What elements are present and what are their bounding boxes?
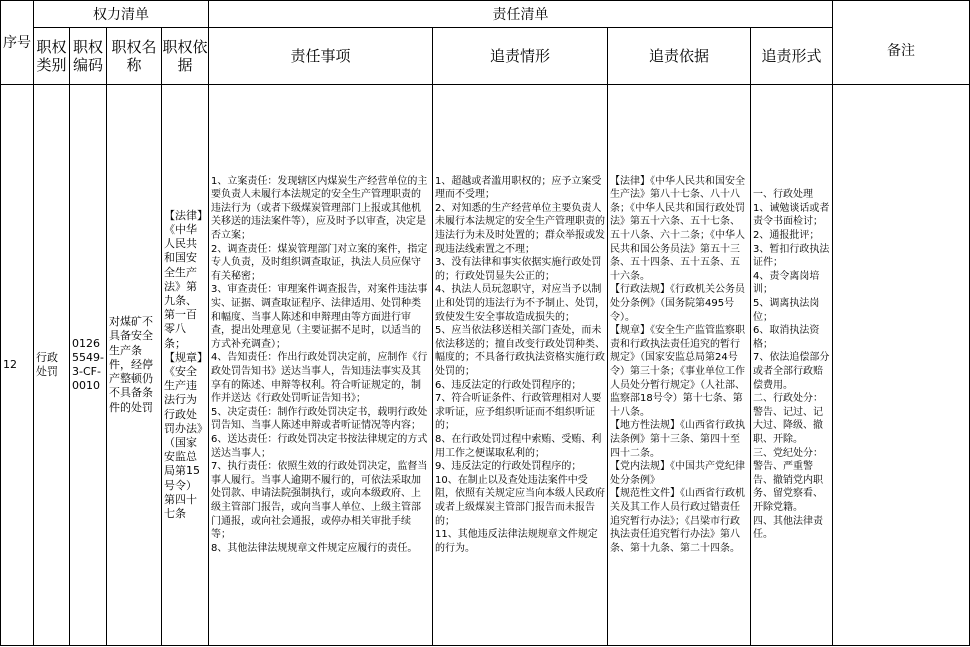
cell-power-code — [70, 85, 107, 646]
header-accountability-cases — [433, 28, 608, 85]
cell-responsibility-items — [209, 85, 433, 646]
header-power-list — [34, 1, 209, 28]
header-remarks-label: 备注 — [887, 42, 915, 59]
cell-accountability-basis — [608, 85, 751, 646]
header-responsibility-items-label: 责任事项 — [290, 47, 351, 65]
header-power-type — [34, 28, 70, 85]
header-seq — [1, 1, 34, 85]
header-power-name — [107, 28, 162, 85]
row-responsibility-items: 1、立案责任：发现辖区内煤炭生产经营单位的主要负责人未履行本法规定的安全生产管理职责的违法行为（或者下级煤炭管理部门上报或其他机关移送的违法案件等），应及时予以审查，决定是否立案； 2、调查责任：煤炭管理部门对立案的案件，指定专人负责，及时组织调查取证，执法人员应保守有关秘密； 3、审查责任：审理案件调查报告，对案件违法事实、证据、调查取证程序、法律适用、处罚种类和幅度、当事人陈述和申辩理由等方面进行审查，提出处理意见（主要证据不足时，以适当的方式补充调查）； 4、告知责任：作出行政处罚决定前，应制作《行政处罚告知书》送达当事人，告知违法事实及其享有的陈述、申辩等权利。符合听证规定的，制作并送达《行政处罚听证告知书》； 5、决定责任：制作行政处罚决定书，载明行政处罚告知、当事人陈述申辩或者听证情况等内容； 6、送达责任：行政处罚决定书按法律规定的方式送达当事人； 7、执行责任：依照生效的行政处罚决定，监督当事人履行。当事人逾期不履行的，可依法采取加处罚款、申请法院强制执行，或向本级政府、上级主管部门报告，或向当事人单位、上级主管部门通报，或向社会通报，或停办相关审批手续等； 8、其他法律法规规章文件规定应履行的责任。 — [211, 175, 428, 554]
header-accountability-cases-label: 追责情形 — [489, 47, 550, 65]
header-seq-label: 序号 — [3, 34, 31, 51]
row-seq: 12 — [3, 357, 17, 371]
header-power-basis — [162, 28, 209, 85]
row-accountability-basis: 【法律】《中华人民共和国安全生产法》第八十七条、八十八条；《中华人民共和国行政处罚法》第五十六条、五十七条、五十八条、六十二条；《中华人民共和国公务员法》第五十三条、五十四条、五十五条、五十六条。 【行政法规】《行政机关公务员处分条例》（国务院第495号令）。 【规章】《安全生产监管监察职责和行政执法责任追究的暂行规定》（国家安监总局第24号令）第三十条；《事业单位工作人员处分暂行规定》（人社部、监察部18号令）第十七条、第十八条。 【地方性法规】《山西省行政执法条例》第十三条、第四十至四十二条。 【党内法规】《中国共产党纪律处分条例》 【规范性文件】《山西省行政机关及其工作人员行政过错责任追究暂行办法》；《吕梁市行政执法责任追究暂行办法》第八条、第十九条、第二十四条。 — [610, 175, 745, 554]
cell-power-basis — [162, 85, 209, 646]
row-power-basis: 【法律】《中华人民共和国安全生产法》第九条、第一百零八条； 【规章】《安全生产违法行为行政处罚办法》（国家安监总局第15号令）第四十七条 — [164, 208, 203, 521]
cell-accountability-forms — [751, 85, 833, 646]
header-accountability-forms-label: 追责形式 — [761, 47, 822, 65]
header-power-list-label: 权力清单 — [93, 7, 149, 23]
row-power-name: 对煤矿不具备安全生产条件，经停产整顿仍不具备条件的处罚 — [109, 315, 153, 414]
header-power-name-label: 职权名称 — [111, 38, 157, 74]
header-accountability-forms — [751, 28, 833, 85]
header-power-basis-label: 职权依据 — [162, 38, 208, 74]
header-responsibility-list — [209, 1, 833, 28]
header-power-code-label: 职权编码 — [72, 38, 103, 74]
header-power-code — [70, 28, 107, 85]
row-power-type: 行政处罚 — [36, 350, 58, 378]
header-power-type-label: 职权类别 — [36, 38, 67, 74]
row-accountability-cases: 1、超越或者滥用职权的；应予立案受理而不受理； 2、对知悉的生产经营单位主要负责人未履行本法规定的安全生产管理职责的违法行为未及时处置的；群众举报或发现违法线索置之不理； 3、没有法律和事实依据实施行政处罚的；行政处罚显失公正的； 4、执法人员玩忽职守，对应当予以制止和处罚的违法行为不予制止、处罚，致使发生安全事故造成损失的； 5、应当依法移送相关部门查处，而未依法移送的；擅自改变行政处罚种类、幅度的；不具备行政执法资格实施行政处罚的； 6、违反法定的行政处罚程序的； 7、符合听证条件、行政管理相对人要求听证，应予组织听证而不组织听证的； 8、在行政处罚过程中索贿、受贿、利用工作之便谋取私利的； 9、违反法定的行政处罚程序的； 10、在制止以及查处违法案件中受阻，依照有关规定应当向本级人民政府或者上级煤炭主管部门报告而未报告的； 11、其他违反法律法规规章文件规定的行为。 — [435, 175, 605, 554]
row-power-code: 01265549-3-CF-0010 — [72, 336, 104, 393]
header-responsibility-items — [209, 28, 433, 85]
cell-power-name — [107, 85, 162, 646]
cell-power-type — [34, 85, 70, 646]
header-accountability-basis-label: 追责依据 — [648, 47, 709, 65]
cell-remarks — [833, 85, 970, 646]
row-accountability-forms: 一、行政处理 1、诫勉谈话或者责令书面检讨； 2、通报批评； 3、暂扣行政执法证件； 4、责令离岗培训； 5、调离执法岗位； 6、取消执法资格； 7、依法追偿部分或者全部行政赔偿费用。 二、行政处分：警告、记过、记大过、降级、撤职、开除。 三、党纪处分：警告、严重警告、撤销党内职务、留党察看、开除党籍。 四、其他法律责任。 — [753, 189, 830, 541]
table-row — [1, 85, 970, 646]
header-accountability-basis — [608, 28, 751, 85]
cell-accountability-cases — [433, 85, 608, 646]
header-responsibility-list-label: 责任清单 — [492, 7, 549, 23]
cell-seq — [1, 85, 34, 646]
header-remarks — [833, 1, 970, 85]
